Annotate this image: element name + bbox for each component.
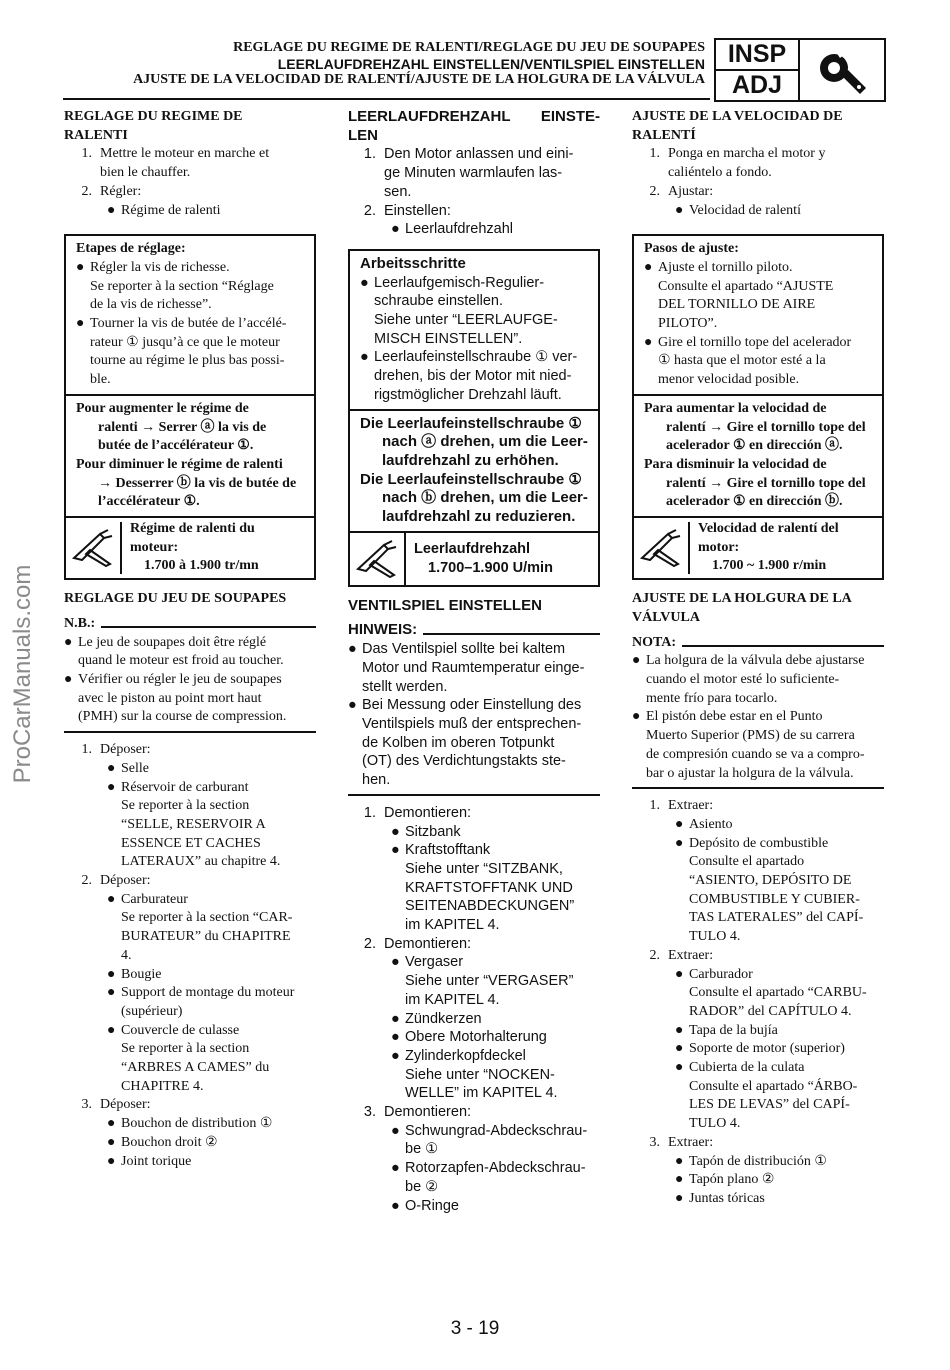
- insp-adj-badge: [714, 38, 886, 102]
- list-item: ● Tapón de distribución ①: [675, 1153, 827, 1169]
- list-item: ● Leerlaufdrehzahl: [391, 221, 514, 238]
- list-item: ● Carburateur: [107, 891, 188, 907]
- list-item: ● Bougie: [107, 966, 162, 982]
- note-heading: NOTA:: [632, 634, 884, 653]
- column-french: [64, 108, 316, 1171]
- header-line-fr: REGLAGE DU REGIME DE RALENTI/REGLAGE DU JEU DE SOUPAPES: [233, 40, 705, 55]
- list-item: ● Ajuste el tornillo piloto. Consulte el apartado “AJUSTE DEL TORNILLO DE AIRE PILOTO”.: [644, 259, 834, 332]
- step-1: 1. Déposer:: [81, 742, 151, 758]
- header-line-de: LEERLAUFDREHZAHL EINSTELLEN/VENTILSPIEL EINSTELLEN: [277, 56, 705, 72]
- step-3: 3. Extraer:: [649, 1134, 714, 1150]
- section-title: AJUSTE DE LA VELOCIDAD DE: [632, 109, 843, 124]
- section-title: REGLAGE DU JEU DE SOUPAPES: [64, 591, 287, 607]
- header-rule: [63, 98, 710, 100]
- caliper-icon: [66, 522, 122, 574]
- box-title: Pasos de ajuste:: [644, 241, 739, 257]
- list-item: ● Kraftstofftank: [391, 842, 491, 859]
- adjustment-direction: Die Leerlaufeinstellschraube ① nach ⓐ drehen, um die Leer- laufdrehzahl zu erhöhen. Die Leerlaufeinstellschraube ① nach ⓑ drehen, um die Leer- laufdrehzahl zu reduzieren.: [350, 409, 598, 531]
- box-title: Etapes de réglage:: [76, 241, 186, 257]
- list-item: ● Leerlaufeinstellschraube ① ver- drehen, bis der Motor mit nied- rigstmöglicher Drehzahl läuft.: [360, 349, 578, 403]
- step-1: 1. Extraer:: [649, 798, 714, 814]
- list-item: ● Carburador: [675, 966, 753, 982]
- step-1: 1. Ponga en marcha el motor y caliéntelo a fondo.: [649, 146, 826, 181]
- section-title: VÁLVULA: [632, 609, 700, 625]
- list-item: ● Obere Motorhalterung: [391, 1029, 547, 1046]
- section-title: LEERLAUFDREHZAHL EINSTE-: [348, 108, 600, 125]
- list-item: ● Schwungrad-Abdeckschrau- be ①: [391, 1122, 588, 1158]
- list-item: ● Zündkerzen: [391, 1010, 482, 1027]
- section-title: VENTILSPIEL EINSTELLEN: [348, 596, 542, 614]
- step-2: 2. Einstellen:: [363, 202, 451, 219]
- reference: Se reporter à la section “SELLE, RESERVOIR A ESSENCE ET CACHES LATERAUX” au chapitre 4.: [121, 798, 281, 870]
- list-item: ● Rotorzapfen-Abdeckschrau- be ②: [391, 1160, 586, 1195]
- specification: Leerlaufdrehzahl 1.700–1.900 U/min: [350, 531, 598, 585]
- list-item: ● Régime de ralenti: [107, 202, 221, 218]
- step-2: 2. Ajustar:: [649, 183, 714, 199]
- list-item: ● Vergaser: [391, 954, 464, 971]
- step-1: 1. Mettre le moteur en marche et bien le chauffer.: [81, 146, 270, 181]
- procedure-box: [64, 234, 316, 580]
- column-german: [348, 108, 600, 1215]
- section-title: RALENTÍ: [632, 127, 696, 143]
- list-item: ● Vérifier ou régler le jeu de soupapes avec le piston au point mort haut (PMH) sur la course de compression.: [64, 671, 287, 725]
- reference: Consulte el apartado “ASIENTO, DEPÓSITO DE COMBUSTIBLE Y CUBIER- TAS LATERALES” del CAPÍ- TULO 4.: [689, 854, 864, 945]
- badge-insp: INSP: [716, 40, 798, 71]
- box-title: Arbeitsschritte: [360, 254, 466, 272]
- header-line-es: AJUSTE DE LA VELOCIDAD DE RALENTÍ/AJUSTE DE LA HOLGURA DE LA VÁLVULA: [133, 72, 705, 87]
- step-3: 3. Déposer:: [81, 1097, 151, 1113]
- list-item: ● Das Ventilspiel sollte bei kaltem Motor und Raumtemperatur einge- stellt werden.: [348, 641, 585, 695]
- list-item: ● Asiento: [675, 816, 733, 832]
- column-spanish: [632, 108, 884, 1209]
- list-item: ● Gire el tornillo tope del acelerador ① hasta que el motor esté a la menor velocidad posible.: [644, 334, 852, 388]
- caliper-icon: [350, 533, 406, 585]
- adjustment-direction: Para aumentar la velocidad de ralentí → Gire el tornillo tope del acelerador ① en dirección ⓐ. Para disminuir la velocidad de ralentí → Gire el tornillo tope del acelerador ① en dirección ⓑ.: [634, 394, 882, 516]
- caliper-icon: [634, 522, 690, 574]
- divider: [348, 794, 600, 796]
- list-item: ● Depósito de combustible: [675, 835, 829, 851]
- procedure-box: [348, 249, 600, 587]
- section-title: AJUSTE DE LA HOLGURA DE LA: [632, 591, 852, 607]
- badge-adj: ADJ: [731, 71, 782, 99]
- wrench-icon: [800, 40, 884, 100]
- specification: Velocidad de ralentí del motor: 1.700 ~ 1.900 r/min: [634, 516, 882, 578]
- divider: [632, 787, 884, 789]
- divider: [64, 731, 316, 733]
- list-item: ● Leerlaufgemisch-Regulier- schraube einstellen. Siehe unter “LEERLAUFGE- MISCH EINSTELLEN”.: [360, 274, 558, 347]
- watermark: ProCarManuals.com: [9, 564, 36, 784]
- list-item: ● El pistón debe estar en el Punto Muerto Superior (PMS) de su carrera de compresión cuando se va a compro- bar o ajustar la holgura de la válvula.: [632, 709, 865, 781]
- reference: Consulte el apartado “ÁRBO- LES DE LEVAS” del CAPÍ- TULO 4.: [689, 1078, 858, 1132]
- list-item: ● Velocidad de ralentí: [675, 202, 801, 218]
- list-item: ● Juntas tóricas: [675, 1190, 765, 1206]
- list-item: ● Cubierta de la culata: [675, 1060, 805, 1076]
- step-2: 2. Extraer:: [649, 947, 714, 963]
- note-heading: N.B.:: [64, 615, 316, 634]
- list-item: ● Zylinderkopfdeckel: [391, 1047, 526, 1064]
- list-item: ● La holgura de la válvula debe ajustarse cuando el motor esté lo suficiente- mente frío para tocarlo.: [632, 653, 865, 706]
- list-item: ● Réservoir de carburant: [107, 779, 249, 795]
- note-heading: HINWEIS:: [348, 621, 600, 640]
- reference: Se reporter à la section “ARBRES A CAMES” du CHAPITRE 4.: [121, 1041, 270, 1094]
- list-item: ● Support de montage du moteur (supérieur): [107, 985, 295, 1019]
- reference: Siehe unter “SITZBANK, KRAFTSTOFFTANK UND SEITENABDECKUNGEN” im KAPITEL 4.: [405, 860, 575, 934]
- page-header: [60, 40, 705, 88]
- step-1: 1. Demontieren:: [363, 804, 472, 821]
- list-item: ● Couvercle de culasse: [107, 1022, 240, 1038]
- procedure-box: [632, 234, 884, 580]
- list-item: ● Soporte de motor (superior): [675, 1041, 845, 1057]
- reference: Siehe unter “VERGASER” im KAPITEL 4.: [405, 973, 574, 1008]
- list-item: ● Selle: [107, 760, 149, 776]
- list-item: ● Le jeu de soupapes doit être réglé quand le moteur est froid au toucher.: [64, 634, 284, 669]
- step-2: 2. Régler:: [81, 183, 142, 199]
- page-number: 3 - 19: [450, 1318, 500, 1339]
- specification: Régime de ralenti du moteur: 1.700 à 1.900 tr/mn: [66, 516, 314, 578]
- list-item: ● Bouchon droit ②: [107, 1134, 218, 1150]
- adjustment-direction: Pour augmenter le régime de ralenti → Serrer ⓐ la vis de butée de l’accélérateur ①. Pour diminuer le régime de ralenti → Desserrer ⓑ la vis de butée de l’accélérateur ①.: [66, 394, 314, 516]
- list-item: ● Sitzbank: [391, 823, 461, 840]
- step-2: 2. Déposer:: [81, 873, 151, 889]
- section-title: RALENTI: [64, 127, 128, 143]
- section-title: REGLAGE DU REGIME DE: [64, 109, 243, 124]
- step-2: 2. Demontieren:: [363, 935, 472, 952]
- reference: Siehe unter “NOCKEN- WELLE” im KAPITEL 4.: [405, 1066, 558, 1102]
- step-1: 1. Den Motor anlassen und eini- ge Minuten warmlaufen las- sen.: [363, 146, 574, 200]
- list-item: ● Bei Messung oder Einstellung des Ventilspiels muß der entsprechen- de Kolben im oberen Totpunkt (OT) des Verdichtungstakts ste- hen.: [348, 697, 582, 789]
- section-title: LEN: [348, 126, 378, 144]
- list-item: ● O-Ringe: [391, 1197, 459, 1214]
- list-item: ● Tapón plano ②: [675, 1172, 775, 1188]
- list-item: ● Régler la vis de richesse. Se reporter à la section “Réglage de la vis de richesse”.: [76, 259, 274, 313]
- step-3: 3. Demontieren:: [363, 1104, 472, 1121]
- list-item: ● Tourner la vis de butée de l’accélé- rateur ① jusqu’à ce que le moteur tourne au régime le plus bas possi- ble.: [76, 316, 287, 388]
- list-item: ● Bouchon de distribution ①: [107, 1116, 273, 1132]
- list-item: ● Tapa de la bujía: [675, 1022, 778, 1038]
- list-item: ● Joint torique: [107, 1153, 192, 1169]
- reference: Consulte el apartado “CARBU- RADOR” del CAPÍTULO 4.: [689, 985, 867, 1019]
- reference: Se reporter à la section “CAR- BURATEUR” du CHAPITRE 4.: [121, 910, 293, 963]
